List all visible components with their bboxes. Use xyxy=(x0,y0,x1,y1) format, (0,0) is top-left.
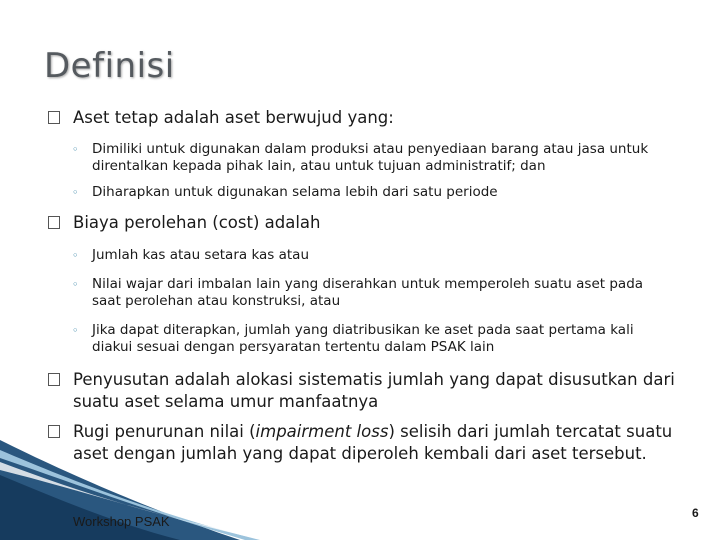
checkbox-bullet-icon xyxy=(48,216,60,229)
bullet-text: Aset tetap adalah aset berwujud yang: xyxy=(73,108,394,127)
sub-bullet-text: Jika dapat diterapkan, jumlah yang diatribusikan ke aset pada saat pertama kali diakui sesuai dengan persyaratan tertentu dalam PSAK lain xyxy=(92,322,634,355)
checkbox-bullet-icon xyxy=(48,111,60,124)
sub-bullet-text: Nilai wajar dari imbalan lain yang diserahkan untuk memperoleh suatu aset pada saat perolehan atau konstruksi, atau xyxy=(92,276,644,309)
circle-bullet-icon: ◦ xyxy=(72,143,79,156)
sub-bullet-text: Diharapkan untuk digunakan selama lebih dari satu periode xyxy=(92,184,498,200)
circle-bullet-icon: ◦ xyxy=(72,278,79,291)
sub-bullet-item xyxy=(72,141,672,175)
circle-bullet-icon: ◦ xyxy=(72,249,79,262)
slide-title: Definisi xyxy=(44,46,175,86)
checkbox-bullet-icon xyxy=(48,373,60,386)
bullet-text: Penyusutan adalah alokasi sistematis jumlah yang dapat disusutkan dari suatu aset selama umur manfaatnya xyxy=(73,370,675,411)
sub-bullet-text: Dimiliki untuk digunakan dalam produksi atau penyediaan barang atau jasa untuk direntalkan kepada pihak lain, atau untuk tujuan administratif; dan xyxy=(92,141,649,174)
circle-bullet-icon: ◦ xyxy=(72,324,79,337)
footer-label: Workshop PSAK xyxy=(73,514,170,529)
bullet-text: Biaya perolehan (cost) adalah xyxy=(73,213,321,232)
bullet-text: Rugi penurunan nilai (impairment loss) selisih dari jumlah tercatat suatu aset dengan jumlah yang dapat diperoleh kembali dari aset tersebut. xyxy=(73,422,673,463)
checkbox-bullet-icon xyxy=(48,425,60,438)
page-number: 6 xyxy=(692,506,699,520)
circle-bullet-icon: ◦ xyxy=(72,186,79,199)
sub-bullet-text: Jumlah kas atau setara kas atau xyxy=(92,247,310,263)
